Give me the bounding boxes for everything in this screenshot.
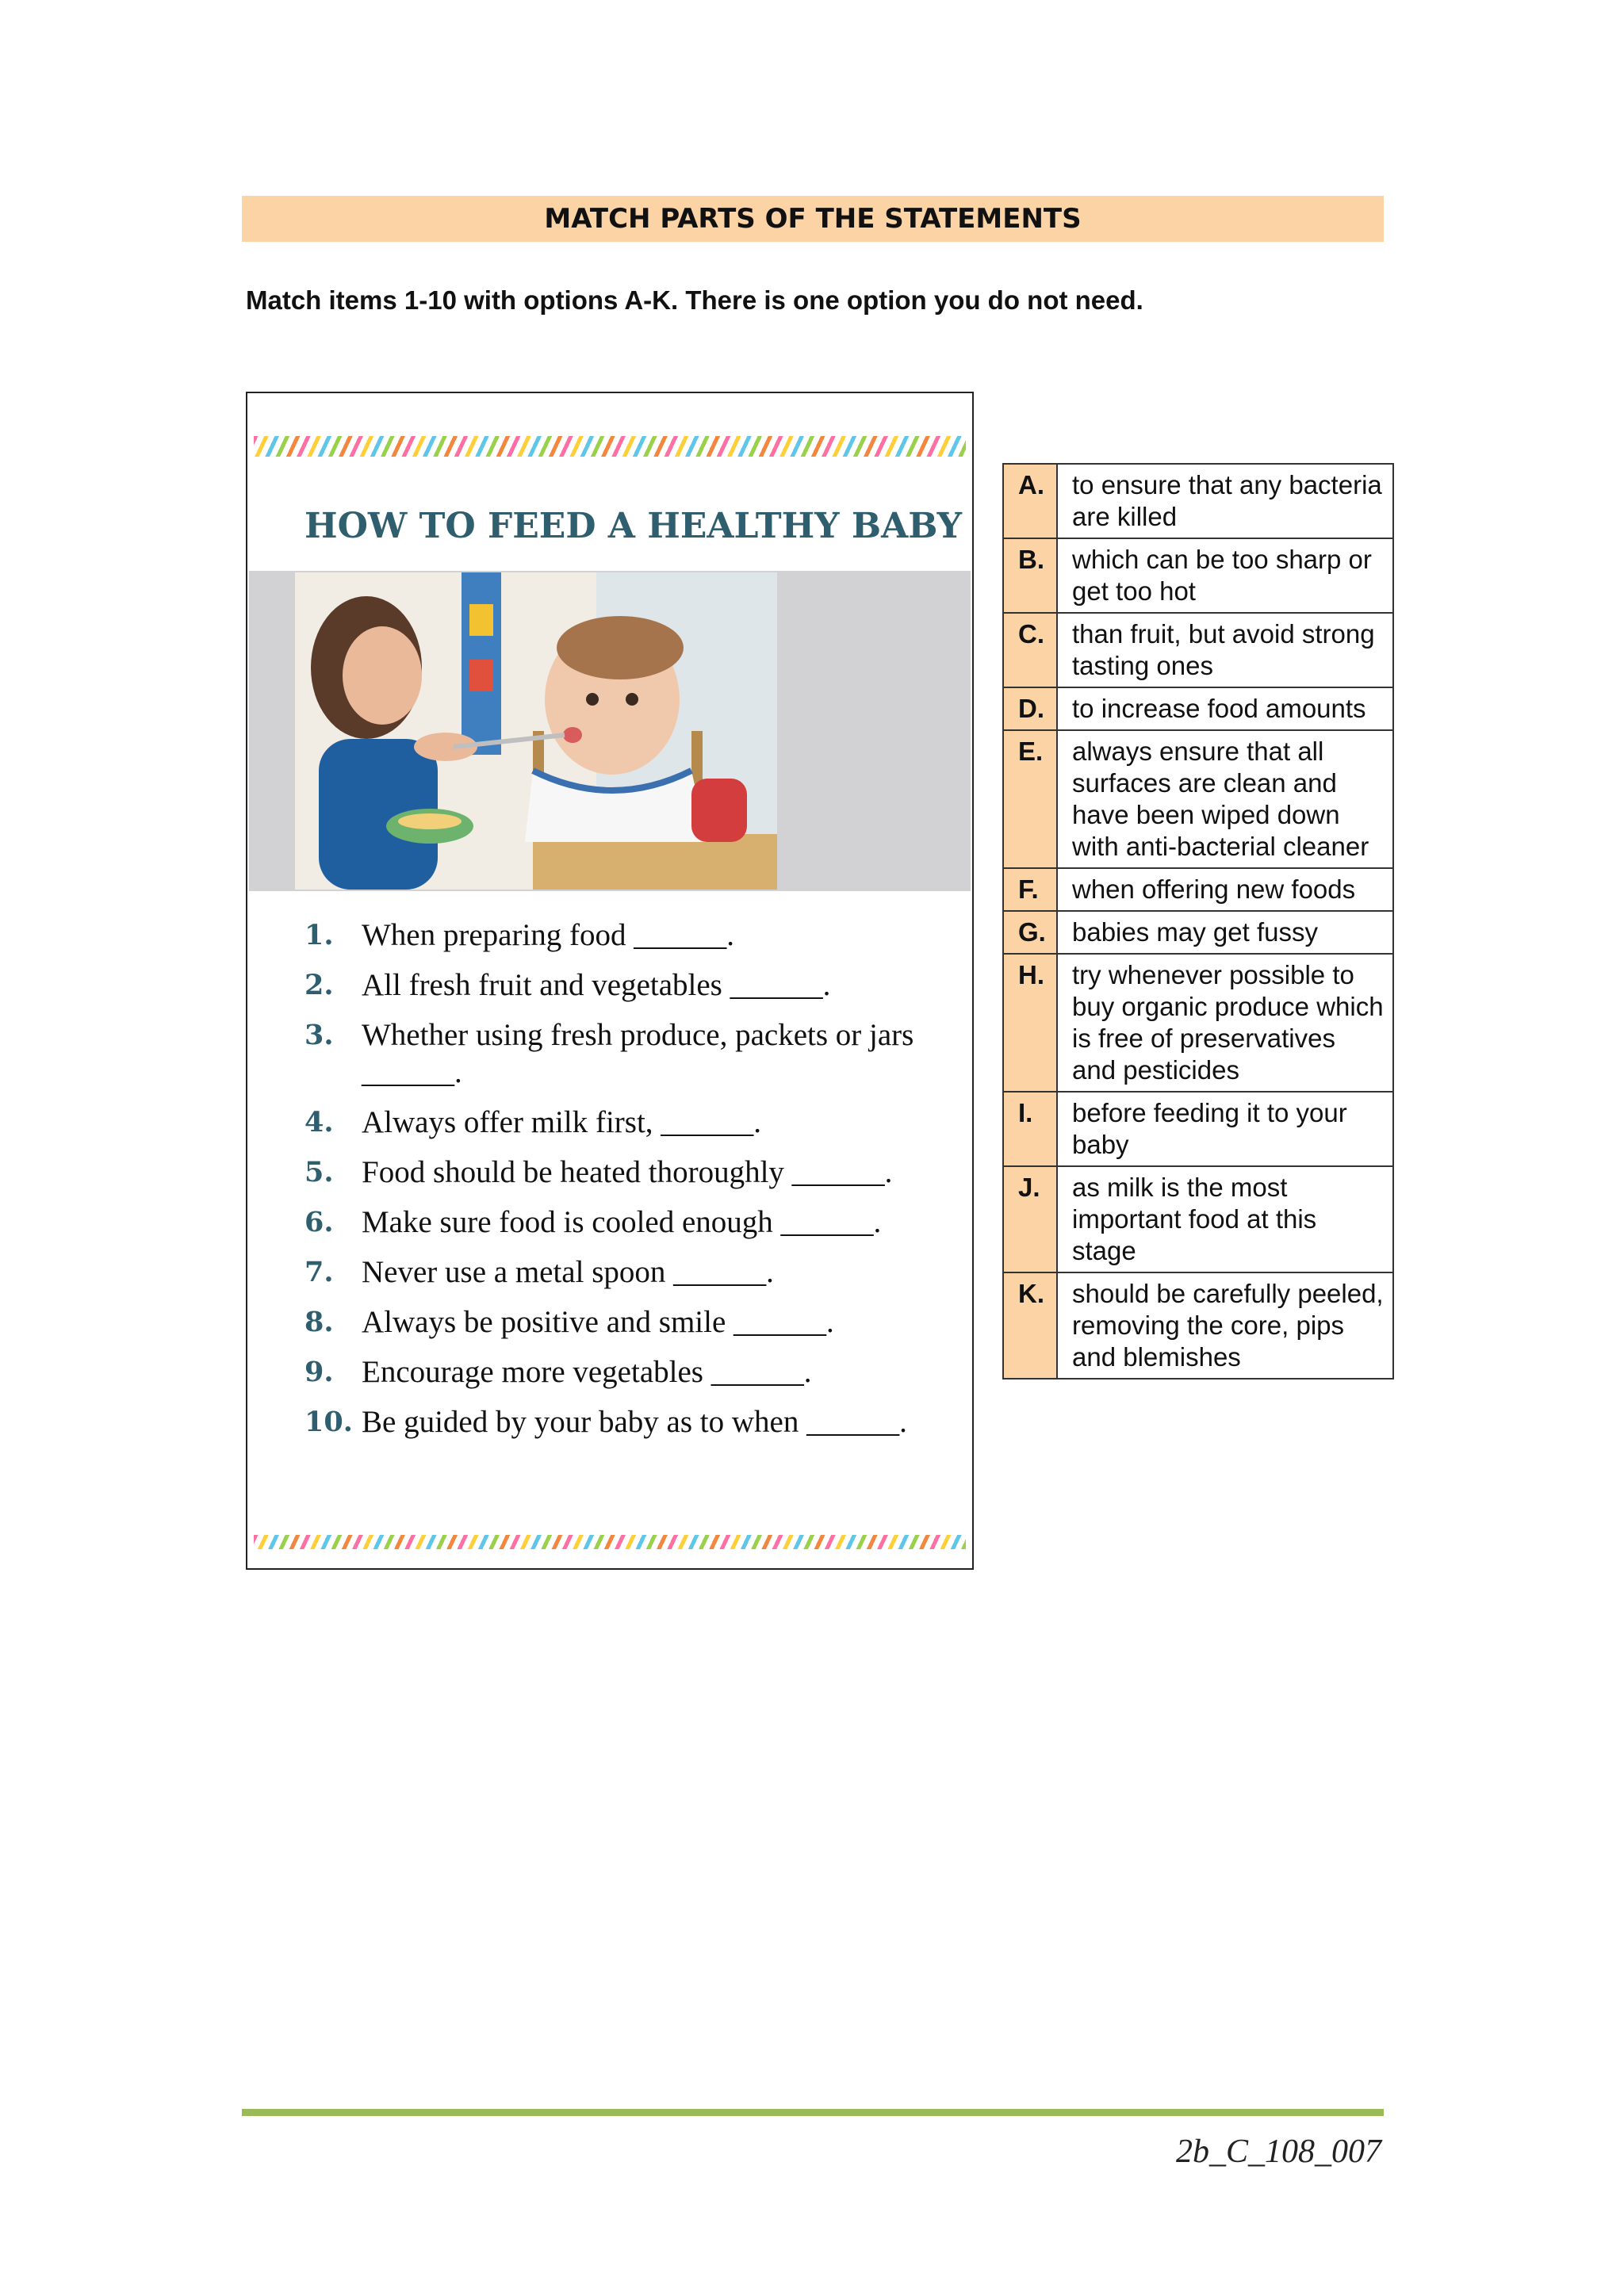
option-letter: H. (1003, 954, 1057, 1092)
option-letter: C. (1003, 613, 1057, 687)
option-letter: K. (1003, 1272, 1057, 1379)
table-row (1003, 538, 1393, 613)
section-title: MATCH PARTS OF THE STATEMENTS (544, 203, 1082, 235)
option-letter: I. (1003, 1092, 1057, 1166)
list-item: 9. Encourage more vegetables ______. (304, 1355, 812, 1389)
table-row (1003, 1166, 1393, 1272)
card-title: HOW TO FEED A HEALTHY BABY (304, 506, 963, 546)
table-row (1003, 954, 1393, 1092)
table-row (1003, 687, 1393, 730)
option-text: which can be too sharp or get too hot (1057, 538, 1393, 613)
list-item: 4. Always offer milk first, ______. (304, 1105, 762, 1139)
table-row (1003, 911, 1393, 954)
option-text: try whenever possible to buy organic produce which is free of preservatives and pesticides (1057, 954, 1393, 1092)
decorative-stripe-bottom (254, 1535, 966, 1549)
option-text: babies may get fussy (1057, 911, 1393, 954)
list-item: 8. Always be positive and smile ______. (304, 1305, 834, 1339)
option-letter: F. (1003, 868, 1057, 911)
table-row (1003, 868, 1393, 911)
option-text: before feeding it to your baby (1057, 1092, 1393, 1166)
option-letter: E. (1003, 730, 1057, 868)
footer-rule (242, 2109, 1384, 2116)
option-letter: B. (1003, 538, 1057, 613)
option-text: as milk is the most important food at this stage (1057, 1166, 1393, 1272)
option-text: when offering new foods (1057, 868, 1393, 911)
statement-list (304, 916, 939, 1453)
option-text: to increase food amounts (1057, 687, 1393, 730)
list-item: 7. Never use a metal spoon ______. (304, 1255, 774, 1289)
option-letter: G. (1003, 911, 1057, 954)
document-code: 2b_C_108_007 (1175, 2133, 1381, 2170)
option-text: should be carefully peeled, removing the core, pips and blemishes (1057, 1272, 1393, 1379)
list-item: 3. Whether using fresh produce, packets or jars ______. (304, 1018, 914, 1089)
list-item: 10. Be guided by your baby as to when ______. (304, 1405, 907, 1439)
options-table (1002, 463, 1394, 1380)
option-letter: J. (1003, 1166, 1057, 1272)
section-header (242, 196, 1384, 242)
option-text: to ensure that any bacteria are killed (1057, 464, 1393, 538)
table-row (1003, 1092, 1393, 1166)
baby-feeding-illustration (295, 572, 777, 890)
option-text: always ensure that all surfaces are clean and have been wiped down with anti-bacterial cleaner (1057, 730, 1393, 868)
table-row (1003, 730, 1393, 868)
option-letter: A. (1003, 464, 1057, 538)
list-item: 5. Food should be heated thoroughly ______. (304, 1155, 893, 1189)
table-row (1003, 613, 1393, 687)
list-item: 1. When preparing food ______. (304, 918, 735, 952)
instructions-text: Match items 1-10 with options A-K. There is one option you do not need. (246, 285, 1143, 315)
decorative-stripe-top (254, 436, 966, 457)
option-letter: D. (1003, 687, 1057, 730)
option-text: than fruit, but avoid strong tasting ones (1057, 613, 1393, 687)
table-row (1003, 1272, 1393, 1379)
table-row (1003, 464, 1393, 538)
info-card (246, 392, 974, 1570)
list-item: 6. Make sure food is cooled enough ______. (304, 1205, 882, 1239)
list-item: 2. All fresh fruit and vegetables ______. (304, 968, 831, 1002)
baby-feeding-photo (295, 572, 777, 890)
